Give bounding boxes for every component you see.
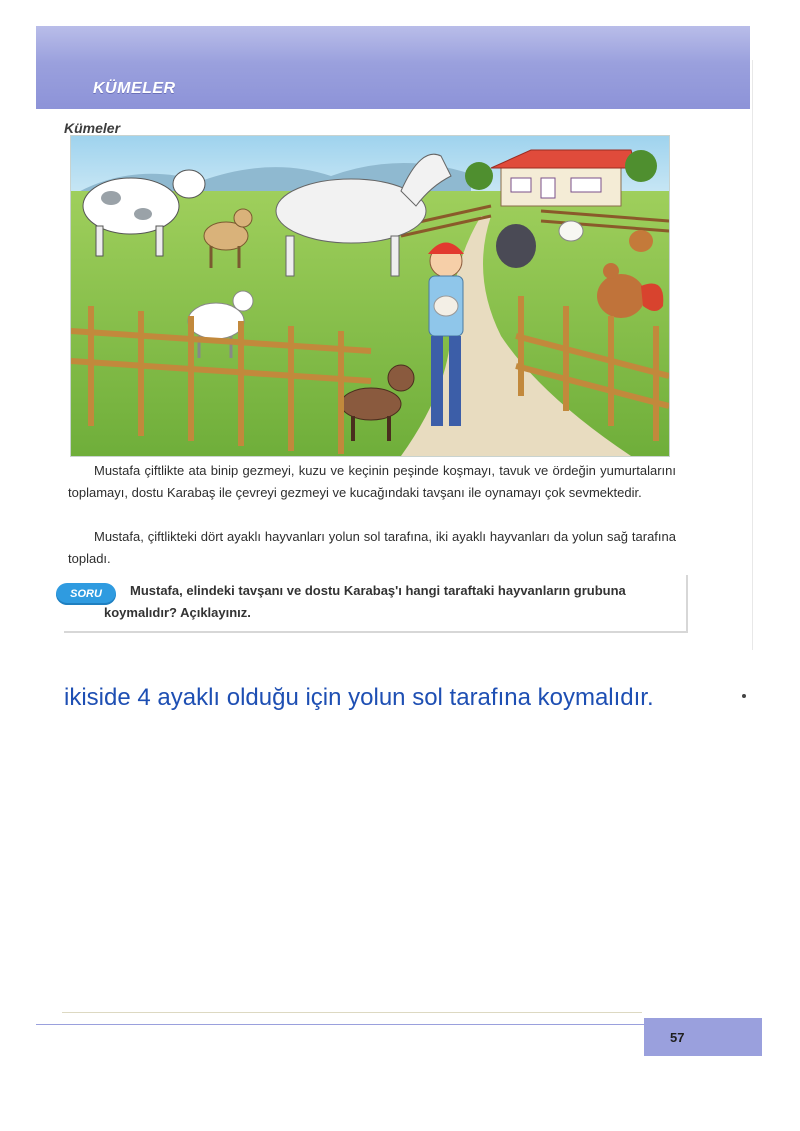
section-title: Kümeler (64, 120, 121, 136)
page-number: 57 (670, 1030, 685, 1045)
footer-rule (62, 1012, 642, 1013)
tree (625, 150, 657, 182)
handwritten-answer: ikiside 4 ayaklı olduğu için yolun sol tarafına koymalıdır. (64, 684, 654, 711)
soru-badge: SORU (56, 583, 116, 605)
story-paragraph: Mustafa çiftlikte ata binip gezmeyi, kuzu ve keçinin peşinde koşmayı, tavuk ve ördeğin yumurtalarını toplamayı, dostu Karabaş ile çevreyi gezmeyi ve kucağındaki tavşanı ile oynamayı çok sevmektedir. (68, 463, 676, 500)
farm-scene (71, 136, 669, 456)
story-paragraph: Mustafa, çiftlikteki dört ayaklı hayvanları yolun sol tarafına, iki ayaklı hayvanları da yolun sağ tarafına topladı. (68, 529, 676, 566)
page-edge-line (752, 60, 753, 650)
farmhouse (491, 150, 636, 206)
footer-line (36, 1024, 644, 1025)
stray-dot (742, 694, 746, 698)
page-number-box (644, 1018, 762, 1056)
tree (465, 162, 493, 190)
chapter-title: KÜMELER (93, 80, 176, 97)
question-text: Mustafa, elindeki tavşanı ve dostu Karabaş'ı hangi taraftaki hayvanların grubuna koymalıdır? Açıklayınız. (104, 583, 626, 620)
turkey (496, 224, 536, 268)
duck (559, 221, 583, 241)
farm-illustration (70, 135, 670, 457)
hen (629, 230, 653, 252)
